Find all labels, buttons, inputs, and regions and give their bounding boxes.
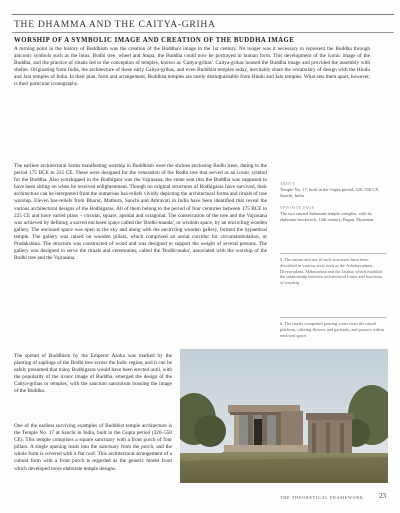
- temple-photo: [180, 349, 388, 483]
- top-rule: [12, 14, 394, 15]
- paragraph-bodhigara: The earliest architectural forms manifesting worship in Buddhism were the shrines enclosing Bodhi trees, dating to the period 175 BCE to 225 CE. These were designed for the veneration of the Bodhi tree that served as an iconic symbol for the Buddha. Also worshipped in the Bodhigara was the Vajrasana, the stone seat that the Buddha was supposed to have been sitting on when he received enlightenment. Though no original structures of Bodhigaras have survived, their architecture can be interpreted from the numerous bas-reliefs vividly depicting the architectural forms and rituals of tree worship. Eleven bas-reliefs from Bharut, Mathura, Sanchi and Amravati in India have been identified that reveal the various architectural designs of the Bodhigaras. All of them belong to the period of four centuries between 175 BCE to 225 CE and have varied plans – circular, square, apsidal and octagonal. The consecration of the tree and the Vajrasana was achieved by defining a sacred enclosed space called the 'Bodhi-manda', or wisdom space, by an encircling wooden gallery. The enclosed space was open to the sky and along with the encircling wooden gallery, formed the hypaethral temple. The gallery was raised on wooden pillars, which comprised an aerial corridor for circumambulation, or Pradakshina. The structure was constructed of wood and was designed to support the weight of several persons. The gallery was designed to serve the rituals and ceremonies, called the 'Bodhi-maha', associated with the worship of the Bodhi tree and the Vajrasana.: [14, 163, 267, 262]
- caption-above: [280, 181, 386, 199]
- caption-above-label: ABOVE: [280, 182, 296, 186]
- caption-above-text: Temple No. 17, built in the Gupta period, 320–550 CE, Sanchi, India: [280, 187, 380, 198]
- footnote-6: 6. The rituals comprised pouring water from the raised platform, offering flowers and garlands, and prayers within enclosed space.: [280, 317, 386, 338]
- heading-rule: [12, 32, 394, 33]
- paragraph-sanchi: One of the earliest surviving examples of Buddhist temple architecture is the Temple No. 17 at Sanchi in India, built in the Gupta period (320–550 CE). This temple comprises a square sanctuary with a front porch of four pillars. A single opening leads into the sanctuary from the porch, and the whole form is covered with a flat roof. This architectural arrangement of a cuboid form with a front porch is regarded as the generic model from which developed more elaborate temple designs.: [14, 423, 172, 472]
- paragraph-intro: A turning point in the history of Buddhism was the creation of the Buddha's image in the 1st century. No longer was it necessary to represent the Buddha through aniconic symbols such as the lotus, Bodhi tree, wheel and Stupa; the Buddha could now be portrayed in human form. This development of the iconic image of the Buddha, and the practice of rituals led to the conception of temples, known as 'Caitya-grihas'. Caitya-grihas housed the Buddha image and provided the assembly with shelter. Originating from India, the architecture of these early Caitya-grihas, and even Buddhist temples today, inevitably share the vocabulary of design with the Hindu and Jain temples of India. In their plan, form and arrangement, Buddhist temples are rarely distinguishable from Hindu and Jain temples. What sets them apart, however, is their particular iconography.: [14, 46, 370, 88]
- caption-opposite: [280, 205, 386, 223]
- subheading: WORSHIP OF A SYMBOLIC IMAGE AND CREATION OF THE BUDDHA IMAGE: [14, 37, 295, 44]
- footnote-5: 5. The nature and use of such structures have been described in various texts such as the Ashokavadana, Divyavadana, Mahavamsa and the Jatakas which establish the relationship between architectural forms and functions of worship.: [280, 253, 386, 286]
- caption-opposite-label: OPPOSITE PAGE: [280, 206, 315, 210]
- paragraph-asoka: The spread of Buddhism by the Emperor Asoka was marked by the planting of saplings of the Bodhi tree across the Indic region, and it can be safely presumed that many Bodhigaras would have been erected until, with the popularity of the iconic image of Buddha, emerged the design of the Caitya-grihas or temples, with the sanctum sanctorum housing the image of the Buddha.: [14, 353, 172, 395]
- section-title: THE DHAMMA AND THE CAITYA-GRIHA: [14, 19, 216, 30]
- running-footer: THE THEORETICAL FRAMEWORK: [280, 495, 364, 500]
- page-number: 23: [379, 492, 386, 500]
- caption-opposite-text: The two storied Sulamani temple complex, with its elaborate brickwork, 12th century, Pagan, Myanmar: [280, 211, 374, 222]
